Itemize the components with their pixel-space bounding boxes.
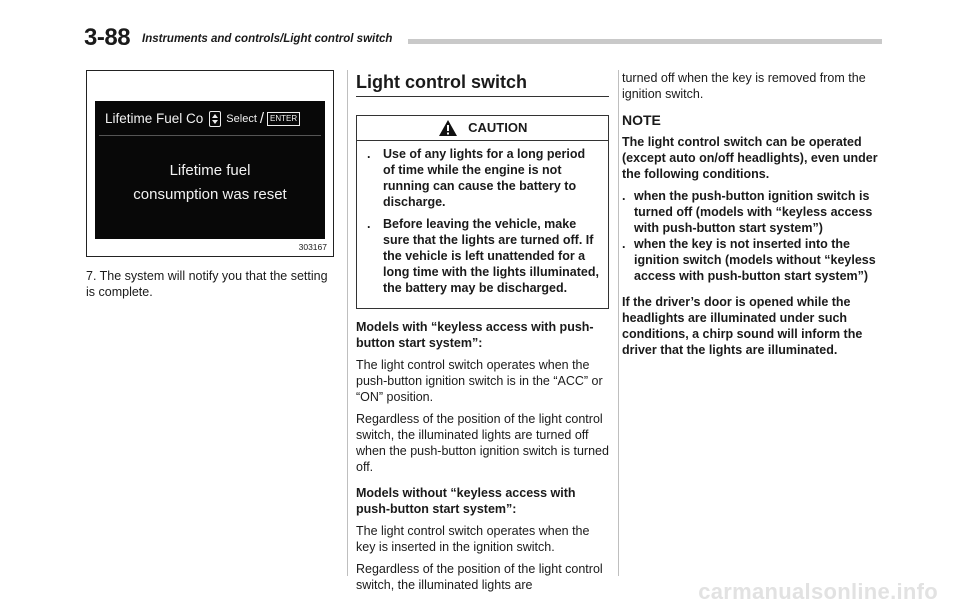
caution-label: CAUTION: [468, 120, 528, 135]
note-heading: NOTE: [622, 112, 661, 128]
screen-top-text: Lifetime Fuel Co: [105, 111, 204, 126]
note-item-text: when the key is not inserted into the ignition switch (models without “keyless access with push-button start system”): [634, 237, 876, 283]
models-without-heading: Models without “keyless access with push-button start system”:: [356, 486, 576, 516]
step-7-text: 7. The system will notify you that the setting is complete.: [86, 269, 328, 299]
note-outro: If the driver’s door is opened while the headlights are illuminated under such conditions, a chirp sound will inform the driver that the lights are illuminated.: [622, 295, 863, 357]
column-2: [356, 70, 609, 593]
screen-top-line: [105, 110, 300, 127]
display-screen: [95, 101, 325, 239]
bullet: .: [367, 217, 371, 231]
note-item: [622, 236, 884, 284]
bullet: .: [622, 237, 626, 251]
figure-code: 303167: [298, 242, 327, 252]
models-without-paragraph-1: The light control switch operates when the key is inserted in the ignition switch.: [356, 524, 590, 554]
bullet: .: [622, 189, 626, 203]
column-3: [622, 70, 884, 358]
caution-header: [357, 116, 608, 141]
slash-label: /: [259, 110, 265, 127]
screen-message-line1: Lifetime fuel: [169, 162, 251, 179]
caution-item: [367, 216, 600, 296]
models-without-paragraph-2: Regardless of the position of the light control switch, the illuminated lights are: [356, 562, 603, 592]
screen-message: [95, 159, 325, 207]
heading-rule: [356, 96, 609, 97]
note-intro: The light control switch can be operated (except auto on/off headlights), even under the following conditions.: [622, 135, 878, 181]
screen-divider: [99, 135, 321, 136]
caution-item-text: Use of any lights for a long period of time while the engine is not running can cause the battery to discharge.: [383, 147, 586, 209]
continuation-text: turned off when the key is removed from the ignition switch.: [622, 71, 866, 101]
note-item-text: when the push-button ignition switch is turned off (models with “keyless access with push-button start system”): [634, 189, 873, 235]
display-figure: [86, 70, 334, 257]
section-title: Instruments and controls/Light control switch: [142, 33, 393, 45]
note-item: [622, 188, 884, 236]
enter-key-icon: ENTER: [267, 112, 300, 126]
select-label: Select: [226, 112, 257, 125]
column-divider-1: [347, 70, 348, 576]
models-with-paragraph-2: Regardless of the position of the light control switch, the illuminated lights are turned off when the push-button ignition switch is turned off.: [356, 412, 609, 474]
page-number: 3-88: [84, 24, 131, 51]
caution-item-text: Before leaving the vehicle, make sure that the lights are turned off. If the vehicle is left unattended for a long time with the lights illuminated, the battery may be discharged.: [383, 217, 599, 295]
caution-box: [356, 115, 609, 309]
models-with-heading: Models with “keyless access with push-button start system”:: [356, 320, 594, 350]
up-down-arrows-icon: [209, 111, 221, 127]
header-rule: [408, 39, 882, 44]
watermark: carmanualsonline.info: [698, 579, 938, 604]
screen-message-line2: consumption was reset: [133, 186, 287, 203]
section-heading: Light control switch: [356, 72, 527, 92]
caution-list: [367, 146, 600, 302]
column-divider-2: [618, 70, 619, 576]
caution-item: [367, 146, 600, 210]
bullet: .: [367, 147, 371, 161]
models-with-paragraph-1: The light control switch operates when the push-button ignition switch is in the “ACC” or “ON” position.: [356, 358, 603, 404]
warning-triangle-icon: [438, 119, 458, 137]
